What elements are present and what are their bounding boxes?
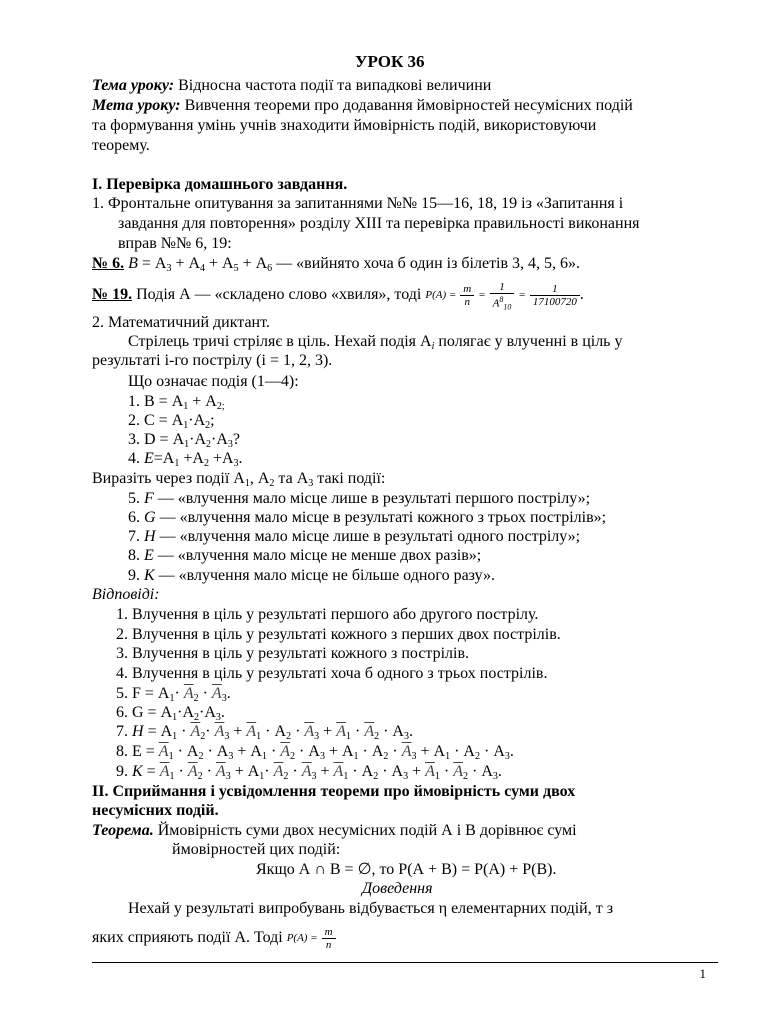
exercise-19: № 19. Подія А — «складено слово «хвиля», тоді P(A) = $\frac{m}{n}$ = $\frac{1}{A^8_{10}}$ = $\frac{1}{17100720}$ . [92,281,584,312]
item1-line-2: завдання для повторення» розділу XIII та перевірка правильності виконання [118,215,640,232]
question-1: 1. $В = А_1 + А_{2;}$ [128,393,225,412]
proof-line-2: яких сприяють події А. Тоді P(A) = $\frac{m}{n}$ [92,926,336,951]
diktant-line-2: результаті і-го пострілу (і = 1, 2, 3). [92,352,333,369]
answer-7: 7. $Н = А_1 \cdot \overline{A}_2\cdot \overline{A}_3 + \overline{A}_1 \cdot А_2 \cdot \overline{A}_3 + \overline{A}_1 \cdot \overline{A}_2 \cdot А_3$. [116,723,413,742]
answer-9: 9. $K = \overline{A}_1 \cdot \overline{A}_2 \cdot \overline{A}_3 + А_1\cdot \overline{A}_2 \cdot \overline{A}_3 + \overline{A}_1 \cdot А_2 \cdot А_3 + \overline{A}_1 \cdot \overline{A}_2 \cdot А_3$. [116,763,502,782]
footer-rule [92,962,718,963]
proof-label: Доведення [362,880,433,897]
answer-4: 4. Влучення в ціль у результаті хоча б одного з трьох пострілів. [116,665,548,682]
event-9: 9. K — «влучення мало місце не більше одного разу». [128,567,496,584]
topic-text: Відносна частота події та випадкові величини [174,77,492,94]
section2-heading-2: несумісних подій. [92,802,219,819]
answers-label: Відповіді: [92,586,160,603]
proof-line-1: Нехай у результаті випробувань відбувається η елементарних подій, т з [128,900,614,917]
question-4: 4. $Е=А_1 +А_2 +А_3$. [128,450,243,469]
ex19-formula-lhs: P(A) = [425,288,457,301]
section2-heading-1: ІІ. Сприймання і усвідомлення теореми про ймовірність суми двох [92,783,576,800]
theorem-line-2: ймовірностей цих подій: [172,841,341,858]
goal-line-3: теорему. [92,137,150,154]
answer-2: 2. Влучення в ціль у результаті кожного з перших двох пострілів. [116,626,561,643]
event-6: 6. G — «влучення мало місце в результаті кожного з трьох пострілів»; [128,509,607,526]
ex19-fraction-3: $\frac{1}{17100720}$ [530,283,580,308]
answer-3: 3. Влучення в ціль у результаті кожного з пострілів. [116,645,470,662]
lesson-title: УРОК 36 [355,52,425,71]
express-line: Виразіть через події $А_1$, $А_2$ та $А_3$ такі події: [92,470,386,489]
event-7: 7. H — «влучення мало місце лише в результаті одного пострілу»; [128,528,581,545]
answer-6: 6. $G = А_1\cdot А_2\cdot А_3$. [116,704,225,723]
proof-formula-lhs: P(A) = [286,932,318,944]
topic-label: Тема уроку: [92,77,175,94]
event-8: 8. E — «влучення мало місце не менше двох разів»; [128,547,482,564]
exercise-6: № 6. $В = А_3 + А_4 + А_5 + А_6$ — «вийнято хоча б один із білетів 3, 4, 5, 6». [92,255,581,274]
exercise-19-label: № 19. [92,286,133,303]
answer-5: 5. $F = А_1\cdot \overline{A}_2 \cdot \overline{A}_3$. [116,685,231,704]
question: Що означає подія (1—4): [128,373,299,390]
goal-line-1 [92,96,633,115]
theorem-line-1: Теорема. Ймовірність суми двох несумісних подій А і В дорівнює сумі [92,822,577,839]
item2: 2. Математичний диктант. [92,314,270,331]
section1-heading: І. Перевірка домашнього завдання. [92,176,348,193]
exercise-19-text: Подія А — «складено слово «хвиля», тоді [132,286,426,303]
exercise-6-var: В [128,255,138,272]
ex19-fraction-2: $\frac{1}{A^8_{10}}$ [490,281,515,310]
question-2: 2. $С = А_1\cdot А_2$; [128,412,215,431]
item1-line-3: вправ №№ 6, 19: [118,235,232,252]
exercise-6-label: № 6. [92,255,125,272]
theorem-formula: Якщо А ∩ В = ∅, то Р(А + В) = Р(А) + Р(В). [256,861,557,878]
topic-line [92,76,491,95]
answer-1: 1. Влучення в ціль у результаті першого або другого пострілу. [116,606,539,623]
page-number: 1 [699,966,706,981]
item1-line-1: 1. Фронтальне опитування за запитаннями №№ 15—16, 18, 19 із «Запитання і [92,195,624,212]
ex19-fraction-1: $\frac{m}{n}$ [460,283,474,308]
question-3: 3. $D = А_1\cdot А_2\cdot А_3$? [128,431,241,450]
exercise-6-text: — «вийнято хоча б один із білетів 3, 4, 5, 6». [272,255,581,272]
event-5: 5. F — «влучення мало місце лише в результаті першого пострілу»; [128,490,591,507]
goal-text-1: Вивчення теореми про додавання ймовірностей несумісних подій [180,97,633,114]
answer-8: 8. $E = \overline{A}_1 \cdot А_2 \cdot А_3 + А_1 \cdot \overline{A}_2 \cdot А_3 + А_1 \cdot А_2 \cdot \overline{A}_3 + А_1 \cdot А_2 \cdot А_3$. [116,743,514,762]
proof-fraction: $\frac{m}{n}$ [322,926,336,951]
diktant-line-1: Стрілець тричі стріляє в ціль. Нехай подія $А_і$ полягає у влученні в ціль у [128,333,623,352]
goal-line-2: та формування умінь учнів знаходити ймовірність подій, використовуючи [92,117,597,134]
goal-label: Мета уроку: [92,97,181,114]
